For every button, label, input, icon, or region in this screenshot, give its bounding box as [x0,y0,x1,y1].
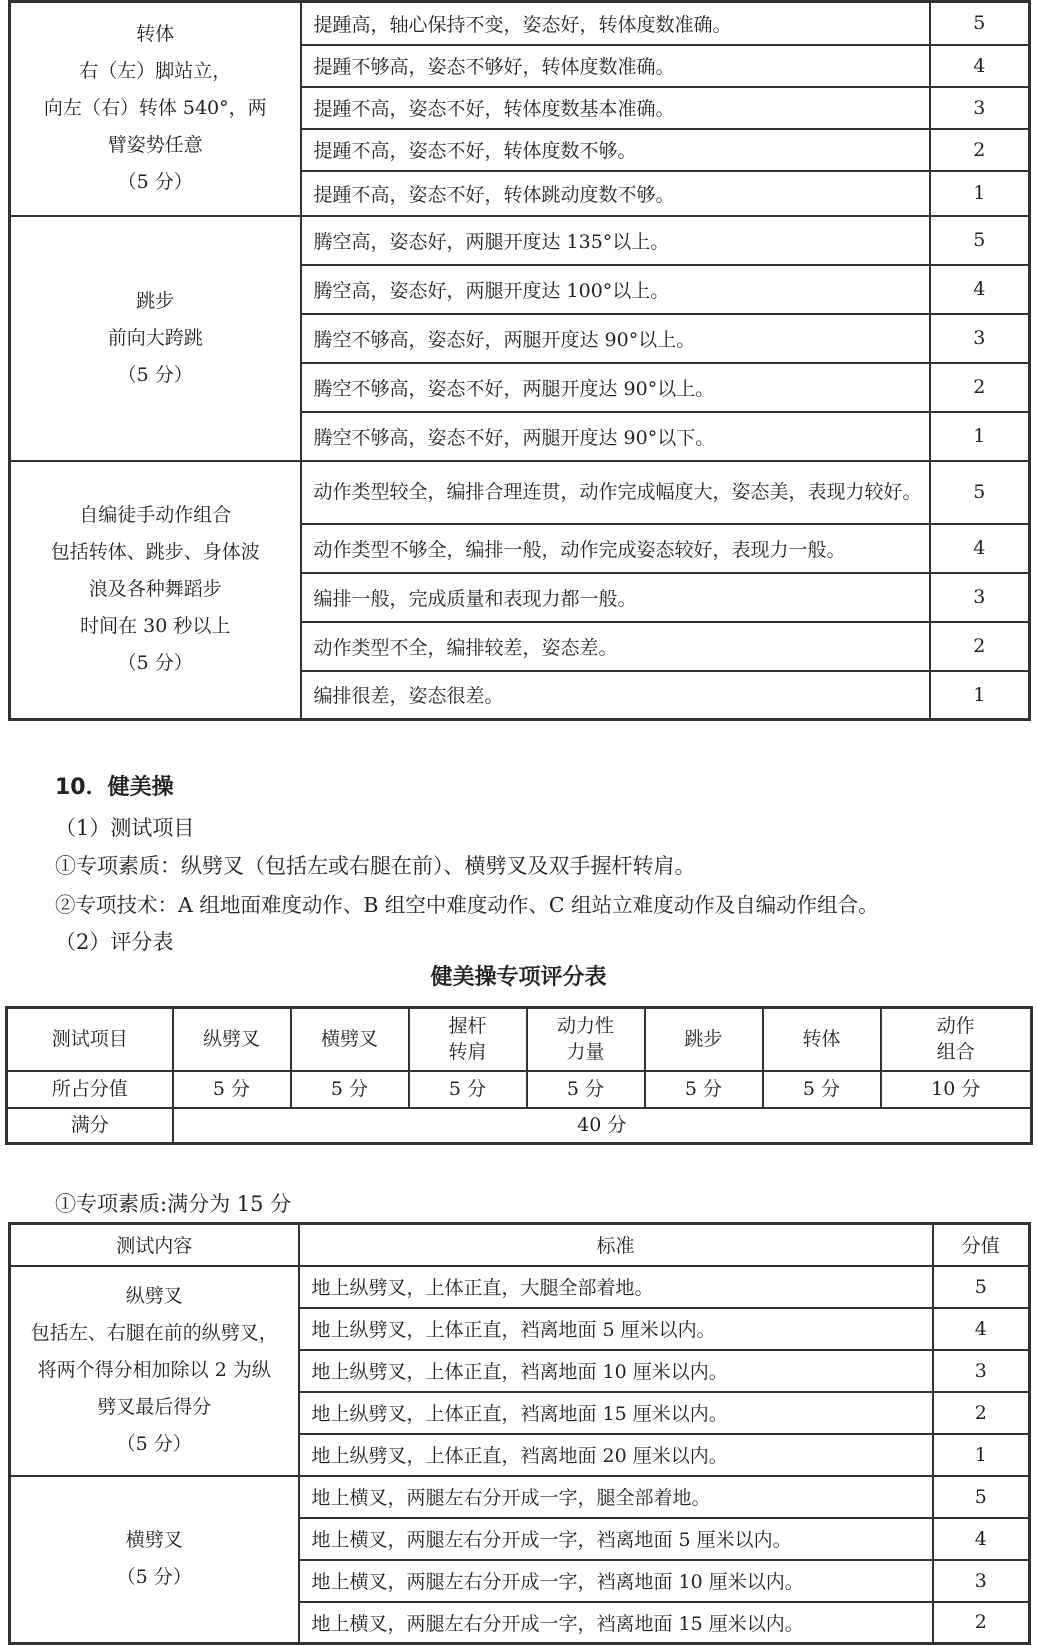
score-cell: 4 [930,45,1030,87]
standard-cell: 提踵不够高，姿态不够好，转体度数准确。 [301,45,930,87]
standard-cell: 编排一般，完成质量和表现力都一般。 [301,573,930,622]
score-cell: 3 [933,1350,1030,1392]
item-cell: 自编徒手动作组合 包括转体、跳步、身体波 浪及各种舞蹈步 时间在 30 秒以上 （5 分） [10,461,301,720]
value-row [7,1071,1032,1108]
score-cell: 2 [933,1392,1030,1434]
header-cell: 握杆 转肩 [409,1008,527,1071]
header-row [10,1224,1030,1266]
score-cell: 4 [930,265,1030,314]
standard-cell: 编排很差，姿态很差。 [301,671,930,720]
standard-cell: 腾空不够高，姿态好，两腿开度达 90°以上。 [301,314,930,363]
header-cell: 动作 组合 [881,1008,1032,1071]
item-cell: 纵劈叉 包括左、右腿在前的纵劈叉， 将两个得分相加除以 2 为纵 劈叉最后得分 （5 分） [10,1266,299,1476]
item-cell: 跳步 前向大跨跳 （5 分） [10,216,301,461]
score-cell: 5 [933,1266,1030,1308]
header-cell: 跳步 [645,1008,763,1071]
header-cell: 纵劈叉 [173,1008,291,1071]
value-cell: 5 分 [763,1071,881,1108]
standard-cell: 提踵高，轴心保持不变，姿态好，转体度数准确。 [301,2,930,45]
score-cell: 5 [933,1476,1030,1518]
total-label: 满分 [7,1108,173,1144]
standard-cell: 腾空高，姿态好，两腿开度达 100°以上。 [301,265,930,314]
standard-cell: 地上纵劈叉，上体正直，大腿全部着地。 [299,1266,933,1308]
standard-cell: 动作类型较全，编排合理连贯，动作完成幅度大，姿态美，表现力较好。 [301,461,930,524]
score-cell: 2 [933,1602,1030,1644]
header-cell: 横劈叉 [291,1008,409,1071]
standard-cell: 腾空高，姿态好，两腿开度达 135°以上。 [301,216,930,265]
standard-cell: 地上横叉，两腿左右分开成一字，腿全部着地。 [299,1476,933,1518]
value-cell: 5 分 [645,1071,763,1108]
subheading-test-items: （1）测试项目 [55,816,195,840]
standard-cell: 地上纵劈叉，上体正直，裆离地面 15 厘米以内。 [299,1392,933,1434]
score-cell: 3 [930,87,1030,129]
standard-cell: 动作类型不全，编排较差，姿态差。 [301,622,930,671]
score-cell: 1 [930,412,1030,461]
score-table-title: 健美操专项评分表 [430,965,607,990]
value-cell: 5 分 [291,1071,409,1108]
score-cell: 3 [930,314,1030,363]
col-header-score: 分值 [933,1224,1030,1266]
score-cell: 5 [930,2,1030,45]
score-cell: 1 [930,671,1030,720]
header-cell: 测试项目 [7,1008,173,1071]
score-cell: 2 [930,622,1030,671]
score-cell: 5 [930,216,1030,265]
row-label: 所占分值 [7,1071,173,1108]
standard-cell: 地上纵劈叉，上体正直，裆离地面 10 厘米以内。 [299,1350,933,1392]
subheading-score-table: （2）评分表 [55,930,174,954]
value-cell: 5 分 [409,1071,527,1108]
score-cell: 4 [933,1518,1030,1560]
standard-cell: 腾空不够高，姿态不好，两腿开度达 90°以下。 [301,412,930,461]
score-cell: 3 [930,573,1030,622]
col-header-item: 测试内容 [10,1224,299,1266]
score-cell: 1 [933,1434,1030,1476]
col-header-standard: 标准 [299,1224,933,1266]
standard-cell: 地上横叉，两腿左右分开成一字，裆离地面 15 厘米以内。 [299,1602,933,1644]
total-row [7,1108,1032,1144]
item-cell: 横劈叉 （5 分） [10,1476,299,1644]
standard-cell: 地上横叉，两腿左右分开成一字，裆离地面 10 厘米以内。 [299,1560,933,1602]
score-cell: 2 [930,129,1030,171]
standard-cell: 提踵不高，姿态不好，转体跳动度数不够。 [301,171,930,216]
header-row [7,1008,1032,1071]
score-cell: 4 [933,1308,1030,1350]
standard-cell: 提踵不高，姿态不好，转体度数不够。 [301,129,930,171]
aerobics-freehand-table [8,0,1031,721]
special-quality-table [8,1222,1031,1645]
standard-cell: 提踵不高，姿态不好，转体度数基本准确。 [301,87,930,129]
score-cell: 4 [930,524,1030,573]
quality-caption: ①专项素质:满分为 15 分 [55,1192,292,1216]
standard-cell: 地上横叉，两腿左右分开成一字，裆离地面 5 厘米以内。 [299,1518,933,1560]
score-cell: 5 [930,461,1030,524]
standard-cell: 腾空不够高，姿态不好，两腿开度达 90°以上。 [301,363,930,412]
item-technique: ②专项技术：A 组地面难度动作、B 组空中难度动作、C 组站立难度动作及自编动作组合。 [55,893,879,917]
score-cell: 1 [930,171,1030,216]
value-cell: 5 分 [173,1071,291,1108]
value-cell: 10 分 [881,1071,1032,1108]
item-quality: ①专项素质：纵劈叉（包括左或右腿在前）、横劈叉及双手握杆转肩。 [55,854,696,878]
total-value: 40 分 [173,1108,1032,1144]
standard-cell: 地上纵劈叉，上体正直，裆离地面 5 厘米以内。 [299,1308,933,1350]
standard-cell: 动作类型不够全，编排一般，动作完成姿态较好，表现力一般。 [301,524,930,573]
section-heading: 10．健美操 [55,775,174,800]
header-cell: 动力性 力量 [527,1008,645,1071]
score-cell: 3 [933,1560,1030,1602]
item-cell: 转体 右（左）脚站立， 向左（右）转体 540°，两 臂姿势任意 （5 分） [10,2,301,216]
score-cell: 2 [930,363,1030,412]
value-cell: 5 分 [527,1071,645,1108]
score-allocation-table [5,1006,1033,1145]
standard-cell: 地上纵劈叉，上体正直，裆离地面 20 厘米以内。 [299,1434,933,1476]
header-cell: 转体 [763,1008,881,1071]
